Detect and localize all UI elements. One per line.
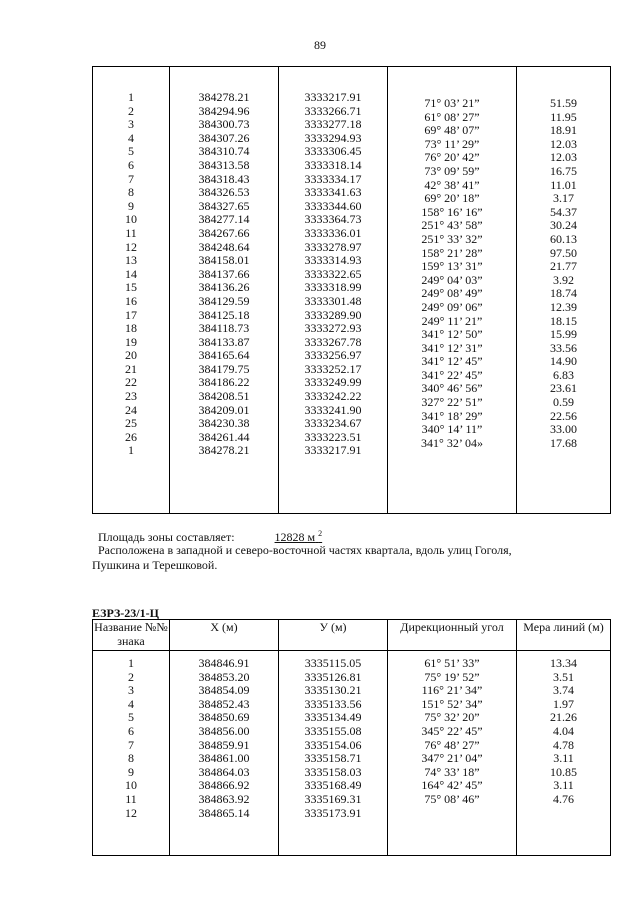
table-cell-angle: 69° 20’ 18” [424,191,480,206]
table-cell-angle: 249° 09’ 06” [421,299,483,314]
table-cell-angle: 73° 11’ 29” [424,136,480,151]
table-cell-x: 384856.00 [198,723,250,738]
page-number: 89 [314,38,326,52]
table-cell-x: 384861.00 [198,751,250,766]
table-cell-angle: 341° 32’ 04» [421,435,483,450]
table-cell-len: 33.56 [550,340,577,355]
table-cell-len: 11.95 [550,109,577,124]
table-cell-angle: 158° 16’ 16” [421,204,483,219]
table-cell-angle: 249° 08’ 49” [421,286,483,301]
table-cell-n: 25 [125,416,137,431]
table-cell-y: 3335168.49 [304,778,362,793]
table-cell-x: 384326.53 [198,185,250,200]
table-cell-x: 384294.96 [198,103,250,118]
table-cell-n: 9 [128,198,134,213]
table-cell-len: 15.99 [550,327,577,342]
table-cell-angle: 71° 03’ 21” [424,96,480,110]
table-cell-len: 3.17 [553,191,574,206]
table-cell-x: 384278.21 [198,90,250,104]
table-cell-n: 11 [125,225,137,240]
table-cell-y: 3335133.56 [304,696,362,711]
table-cell-y: 3333252.17 [304,361,362,376]
table-cell-x: 384261.44 [198,429,250,444]
table-cell-angle: 151° 52’ 34” [421,696,483,711]
table-cell-n: 12 [125,239,137,254]
table-cell-len: 3.51 [553,669,574,684]
table-cell-len: 22.56 [550,408,577,423]
table-cell-y: 3333242.22 [304,389,362,404]
table-cell-angle: 42° 38’ 41” [424,177,480,192]
table-cell-n: 10 [125,212,137,227]
table-cell-len: 97.50 [550,245,577,260]
table-cell-len: 30.24 [550,218,577,233]
table-cell-n: 26 [125,429,137,444]
table-cell-y: 3333223.51 [304,429,362,444]
table-cell-len: 4.76 [553,791,574,806]
table-cell-len: 60.13 [550,231,577,246]
table-cell-n: 3 [128,683,134,698]
table-cell-len: 3.11 [553,778,574,793]
area-label: Площадь зоны составляет: [98,530,235,544]
table-cell-x: 384846.91 [198,656,250,670]
table-cell-y: 3335158.71 [304,751,362,766]
table-cell-x: 384866.92 [198,778,250,793]
table-cell-n: 20 [125,348,137,363]
table-cell-y: 3333277.18 [304,117,362,132]
table-cell-angle: 61° 08’ 27” [424,109,480,124]
table-cell-angle: 76° 20’ 42” [424,150,480,165]
x-coordinate-column [170,67,278,458]
table-cell-x: 384300.73 [198,117,250,132]
table-cell-y: 3333336.01 [304,225,362,240]
table-cell-len: 12.39 [550,299,577,314]
table-cell-angle: 341° 12’ 31” [421,340,483,355]
table-cell-n: 23 [125,389,137,404]
table-cell-angle: 74° 33’ 18” [424,764,480,779]
table-cell-len: 3.92 [553,272,574,287]
table-cell-angle: 251° 43’ 58” [421,218,483,233]
table-cell-x: 384864.03 [198,764,250,779]
table-cell-len: 4.78 [553,737,574,752]
table-cell-y: 3335154.06 [304,737,362,752]
table-cell-n: 5 [128,710,134,725]
table-cell-y: 3333266.71 [304,103,362,118]
table-cell-len: 12.03 [550,136,577,151]
table-cell-y: 3333364.73 [304,212,362,227]
table-cell-n: 8 [128,185,134,200]
table-cell-n: 1 [128,443,134,458]
table-cell-x: 384310.74 [198,144,250,159]
table-cell-n: 10 [125,778,137,793]
table-cell-x: 384854.09 [198,683,250,698]
table-cell-n: 8 [128,751,134,766]
table-cell-len: 3.74 [553,683,574,698]
table-cell-n: 5 [128,144,134,159]
table-cell-y: 3333256.97 [304,348,362,363]
table-cell-y: 3333234.67 [304,416,362,431]
table-cell-angle: 251° 33’ 32” [421,231,483,246]
table-cell-len: 54.37 [550,204,577,219]
table-cell-x: 384136.26 [198,280,250,295]
table-cell-n: 14 [125,266,137,281]
table-cell-n: 24 [125,402,137,417]
direction-angle-column [388,67,516,450]
table-cell-x: 384158.01 [198,253,250,268]
table-cell-y: 3335126.81 [304,669,362,684]
table-cell-angle: 341° 18’ 29” [421,408,483,423]
table-cell-x: 384307.26 [198,130,250,145]
table-cell-y: 3333217.91 [304,90,362,104]
table-cell-x: 384859.91 [198,737,250,752]
table-cell-len: 4.04 [553,723,574,738]
table-cell-len: 11.01 [550,177,577,192]
table-cell-angle: 340° 46’ 56” [421,381,483,396]
y-coordinate-column [279,657,387,820]
table-cell-angle: 76° 48’ 27” [424,737,480,752]
line-length-column [517,67,610,450]
table-cell-y: 3333341.63 [304,185,362,200]
table-cell-y: 3333306.45 [304,144,362,159]
table-cell-n: 1 [128,90,134,104]
table-cell-x: 384277.14 [198,212,250,227]
location-description: Расположена в западной и северо-восточной частях квартала, вдоль улиц Гоголя, Пушкина и Терешковой. [92,543,512,572]
table-cell-n: 3 [128,117,134,132]
table-cell-angle: 340° 14’ 11” [421,422,483,437]
table-cell-y: 3335169.31 [304,791,362,806]
table-cell-n: 18 [125,321,137,336]
table-cell-y: 3333267.78 [304,334,362,349]
zone-title: ЕЗРЗ-23/1-Ц [92,606,159,620]
table-cell-len: 18.74 [550,286,577,301]
table-cell-x: 384850.69 [198,710,250,725]
table-cell-n: 11 [125,791,137,806]
table-cell-y: 3333301.48 [304,293,362,308]
table-cell-n: 2 [128,669,134,684]
table-cell-n: 15 [125,280,137,295]
table-cell-angle: 116° 21’ 34” [421,683,483,698]
table-cell-n: 9 [128,764,134,779]
line-length-column [517,657,610,807]
table-cell-y: 3333278.97 [304,239,362,254]
table-cell-len: 23.61 [550,381,577,396]
table-cell-len: 1.97 [553,696,574,711]
table-cell-y: 3333318.14 [304,157,362,172]
table-cell-angle: 75° 32’ 20” [424,710,480,725]
table-cell-y: 3333272.93 [304,321,362,336]
table-cell-n: 4 [128,130,134,145]
table-cell-angle: 345° 22’ 45” [421,723,483,738]
table-cell-n: 7 [128,171,134,186]
table-cell-y: 3333217.91 [304,443,362,458]
x-coordinate-column [170,657,278,820]
table-cell-y: 3335155.08 [304,723,362,738]
table-cell-x: 384248.64 [198,239,250,254]
table-cell-y: 3333249.99 [304,375,362,390]
table-cell-n: 6 [128,723,134,738]
table-cell-n: 19 [125,334,137,349]
table-cell-y: 3333294.93 [304,130,362,145]
table-cell-n: 17 [125,307,137,322]
coordinates-table-2 [92,619,611,856]
table-cell-x: 384165.64 [198,348,250,363]
table-cell-angle: 69° 48’ 07” [424,123,480,138]
table-cell-y: 3333241.90 [304,402,362,417]
table-cell-angle: 249° 04’ 03” [421,272,483,287]
table-cell-y: 3335158.03 [304,764,362,779]
table-cell-x: 384853.20 [198,669,250,684]
table-cell-y: 3335134.49 [304,710,362,725]
table-cell-y: 3333314.93 [304,253,362,268]
table-cell-n: 2 [128,103,134,118]
table-cell-angle: 61° 51’ 33” [424,656,480,670]
table-cell-len: 10.85 [550,764,577,779]
table-cell-angle: 341° 12’ 50” [421,327,483,342]
table-cell-x: 384129.59 [198,293,250,308]
table-cell-n: 7 [128,737,134,752]
table-cell-x: 384852.43 [198,696,250,711]
table-cell-n: 6 [128,157,134,172]
table-cell-x: 384863.92 [198,791,250,806]
table-cell-angle: 341° 12’ 45” [421,354,483,369]
table-cell-n: 12 [125,805,137,820]
table-cell-y: 3333334.17 [304,171,362,186]
header-line-length: Мера линий (м) [517,620,611,651]
table-cell-x: 384278.21 [198,443,250,458]
table-cell-x: 384179.75 [198,361,250,376]
table-cell-x: 384327.65 [198,198,250,213]
table-cell-angle: 75° 19’ 52” [424,669,480,684]
table-cell-len: 12.03 [550,150,577,165]
table-cell-angle: 158° 21’ 28” [421,245,483,260]
table-cell-y: 3335115.05 [304,656,362,670]
header-y: У (м) [279,620,388,651]
table-cell-len: 21.77 [550,259,577,274]
table-cell-y: 3333344.60 [304,198,362,213]
table-cell-x: 384313.58 [198,157,250,172]
header-x: X (м) [170,620,279,651]
table-cell-len: 16.75 [550,163,577,178]
table-cell-n: 16 [125,293,137,308]
table-cell-len: 17.68 [550,435,577,450]
table-cell-angle: 327° 22’ 51” [421,395,483,410]
table-cell-x: 384118.73 [198,321,250,336]
table-cell-angle: 164° 42’ 45” [421,778,483,793]
table-cell-len: 51.59 [550,96,577,110]
table-cell-x: 384230.38 [198,416,250,431]
table-cell-len: 18.91 [550,123,577,138]
table-cell-len: 0.59 [553,395,574,410]
table-cell-angle: 347° 21’ 04” [421,751,483,766]
table-cell-x: 384133.87 [198,334,250,349]
table-cell-x: 384209.01 [198,402,250,417]
table-cell-y: 3333322.65 [304,266,362,281]
table-cell-len: 18.15 [550,313,577,328]
point-number-column [93,657,169,820]
table-cell-angle: 159° 13’ 31” [421,259,483,274]
y-coordinate-column [279,67,387,458]
table-cell-x: 384125.18 [198,307,250,322]
area-value: 12828 м $^2$ [274,529,323,544]
direction-angle-column [388,657,516,807]
point-number-column [93,67,169,458]
table-cell-x: 384186.22 [198,375,250,390]
table-cell-x: 384267.66 [198,225,250,240]
table-cell-x: 384865.14 [198,805,250,820]
table-cell-x: 384318.43 [198,171,250,186]
table-cell-y: 3333318.99 [304,280,362,295]
table-cell-len: 14.90 [550,354,577,369]
table-cell-x: 384137.66 [198,266,250,281]
table-cell-len: 3.11 [553,751,574,766]
coordinates-table-1 [92,66,611,514]
table-cell-n: 21 [125,361,137,376]
header-direction-angle: Дирекционный угол [388,620,517,651]
table-cell-angle: 249° 11’ 21” [421,313,483,328]
table-cell-n: 22 [125,375,137,390]
table-cell-len: 6.83 [553,367,574,382]
table-cell-y: 3333289.90 [304,307,362,322]
table-cell-y: 3335130.21 [304,683,362,698]
table-cell-angle: 75° 08’ 46” [424,791,480,806]
table-cell-n: 13 [125,253,137,268]
table-cell-y: 3335173.91 [304,805,362,820]
table-cell-angle: 341° 22’ 45” [421,367,483,382]
table-cell-x: 384208.51 [198,389,250,404]
table-cell-n: 1 [128,656,134,670]
table-cell-len: 21.26 [550,710,577,725]
table-cell-angle: 73° 09’ 59” [424,163,480,178]
table-cell-n: 4 [128,696,134,711]
table-cell-len: 33.00 [550,422,577,437]
header-point-name: Название №№ знака [93,620,170,651]
table-cell-len: 13.34 [550,656,577,670]
